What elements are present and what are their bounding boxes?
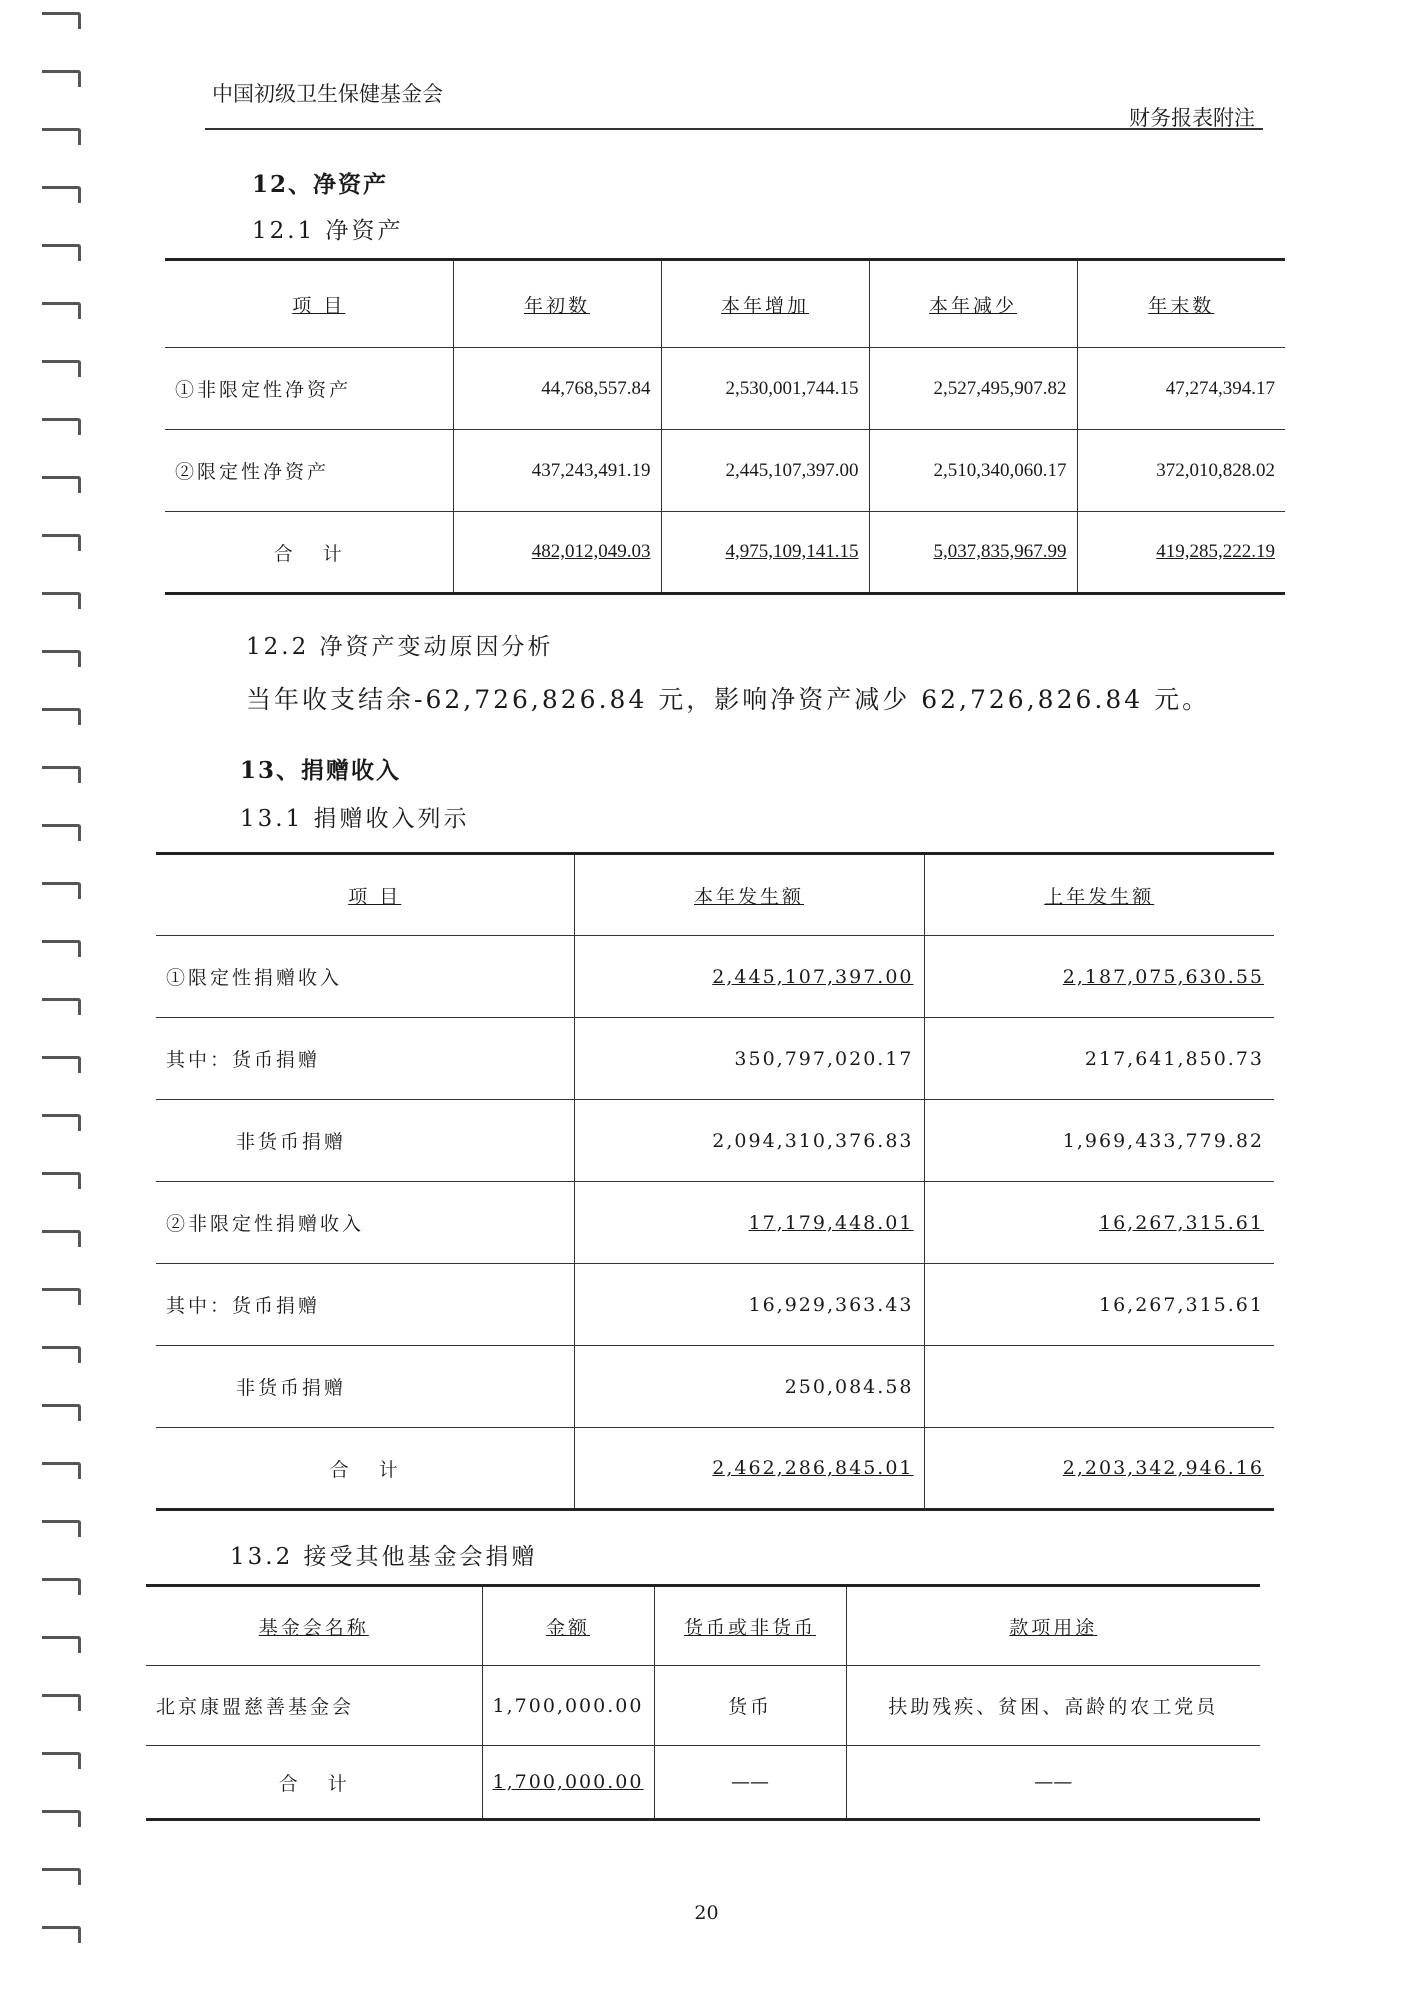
- binder-ring: [42, 1520, 81, 1537]
- section-12-2-title: 12.2 净资产变动原因分析: [246, 634, 554, 660]
- binder-ring: [42, 1926, 81, 1943]
- binder-ring: [42, 1462, 81, 1479]
- cell-value: ——: [846, 1746, 1260, 1820]
- binder-rings: [40, 0, 90, 2000]
- cell-value: 1,969,433,779.82: [924, 1100, 1274, 1182]
- col-header: 本年增加: [661, 260, 869, 348]
- binder-ring: [42, 1752, 81, 1769]
- row-label: 非货币捐赠: [156, 1100, 574, 1182]
- binder-ring: [42, 12, 81, 29]
- table-total-row: [156, 1428, 1274, 1510]
- binder-ring: [42, 418, 81, 435]
- col-header: 年末数: [1077, 260, 1285, 348]
- cell-value: 16,267,315.61: [924, 1182, 1274, 1264]
- cell-value: 货币: [654, 1666, 846, 1746]
- col-header: 金额: [482, 1586, 654, 1666]
- binder-ring: [42, 244, 81, 261]
- binder-ring: [42, 186, 81, 203]
- binder-ring: [42, 1056, 81, 1073]
- cell-value: 2,510,340,060.17: [869, 430, 1077, 512]
- cell-value: ——: [654, 1746, 846, 1820]
- table-header-row: [146, 1586, 1260, 1666]
- table-header-row: [165, 260, 1285, 348]
- cell-value: 2,530,001,744.15: [661, 348, 869, 430]
- section-13-title: 13、捐赠收入: [240, 757, 402, 784]
- section-12-title: 12、净资产: [252, 171, 389, 198]
- binder-ring: [42, 1346, 81, 1363]
- binder-ring: [42, 824, 81, 841]
- cell-value: 2,203,342,946.16: [924, 1428, 1274, 1510]
- cell-value: 16,929,363.43: [574, 1264, 924, 1346]
- binder-ring: [42, 1172, 81, 1189]
- col-header: 上年发生额: [924, 854, 1274, 936]
- header-rule: [205, 128, 1263, 130]
- cell-value: 437,243,491.19: [453, 430, 661, 512]
- row-label: 非货币捐赠: [156, 1346, 574, 1428]
- binder-ring: [42, 128, 81, 145]
- net-assets-table: [165, 258, 1285, 595]
- cell-value: 4,975,109,141.15: [661, 512, 869, 594]
- section-12-1-title: 12.1 净资产: [252, 218, 404, 244]
- cell-value: 1,700,000.00: [482, 1746, 654, 1820]
- binder-ring: [42, 882, 81, 899]
- row-label: 合 计: [146, 1746, 482, 1820]
- cell-value: 17,179,448.01: [574, 1182, 924, 1264]
- col-header: 本年发生额: [574, 854, 924, 936]
- cell-value: 372,010,828.02: [1077, 430, 1285, 512]
- page-number: 20: [694, 1902, 719, 1924]
- cell-value: 47,274,394.17: [1077, 348, 1285, 430]
- donation-income-table: [156, 852, 1274, 1511]
- row-label: 其中：货币捐赠: [156, 1018, 574, 1100]
- cell-value: 1,700,000.00: [482, 1666, 654, 1746]
- cell-value: 2,462,286,845.01: [574, 1428, 924, 1510]
- foundation-name: 北京康盟慈善基金会: [146, 1666, 482, 1746]
- binder-ring: [42, 998, 81, 1015]
- cell-value: 16,267,315.61: [924, 1264, 1274, 1346]
- table-row: [156, 1182, 1274, 1264]
- col-header: 年初数: [453, 260, 661, 348]
- table-row: [156, 1100, 1274, 1182]
- binder-ring: [42, 70, 81, 87]
- table-total-row: [146, 1746, 1260, 1820]
- table-row: [156, 936, 1274, 1018]
- binder-ring: [42, 940, 81, 957]
- cell-value: 2,094,310,376.83: [574, 1100, 924, 1182]
- binder-ring: [42, 766, 81, 783]
- cell-value: 5,037,835,967.99: [869, 512, 1077, 594]
- table-row: [165, 430, 1285, 512]
- table-row: [146, 1666, 1260, 1746]
- section-13-1-title: 13.1 捐赠收入列示: [240, 806, 470, 832]
- binder-ring: [42, 592, 81, 609]
- row-label: ①非限定性净资产: [165, 348, 453, 430]
- cell-value: 250,084.58: [574, 1346, 924, 1428]
- binder-ring: [42, 1230, 81, 1247]
- cell-value: 44,768,557.84: [453, 348, 661, 430]
- col-header: 货币或非货币: [654, 1586, 846, 1666]
- binder-ring: [42, 708, 81, 725]
- col-header: 基金会名称: [146, 1586, 482, 1666]
- cell-value: 2,445,107,397.00: [661, 430, 869, 512]
- section-13-2-title: 13.2 接受其他基金会捐赠: [230, 1544, 538, 1570]
- binder-ring: [42, 534, 81, 551]
- col-header: 款项用途: [846, 1586, 1260, 1666]
- foundation-donation-table: [146, 1584, 1260, 1821]
- table-row: [165, 348, 1285, 430]
- cell-value: 2,527,495,907.82: [869, 348, 1077, 430]
- row-label: ②限定性净资产: [165, 430, 453, 512]
- table-row: [156, 1346, 1274, 1428]
- binder-ring: [42, 650, 81, 667]
- binder-ring: [42, 1810, 81, 1827]
- header-doc-title: 财务报表附注: [1129, 106, 1255, 130]
- binder-ring: [42, 1636, 81, 1653]
- cell-value: 2,187,075,630.55: [924, 936, 1274, 1018]
- row-label: 其中：货币捐赠: [156, 1264, 574, 1346]
- binder-ring: [42, 1404, 81, 1421]
- row-label: 合 计: [156, 1428, 574, 1510]
- binder-ring: [42, 1868, 81, 1885]
- table-row: [156, 1018, 1274, 1100]
- binder-ring: [42, 302, 81, 319]
- cell-value: 350,797,020.17: [574, 1018, 924, 1100]
- binder-ring: [42, 1114, 81, 1131]
- header-org: 中国初级卫生保健基金会: [212, 82, 443, 106]
- binder-ring: [42, 1578, 81, 1595]
- col-header: 项 目: [156, 854, 574, 936]
- net-assets-analysis: 当年收支结余-62,726,826.84 元，影响净资产减少 62,726,826.84 元。: [246, 685, 1211, 714]
- binder-ring: [42, 1694, 81, 1711]
- row-label: 合 计: [165, 512, 453, 594]
- cell-value: 482,012,049.03: [453, 512, 661, 594]
- col-header: 本年减少: [869, 260, 1077, 348]
- cell-value: 2,445,107,397.00: [574, 936, 924, 1018]
- row-label: ②非限定性捐赠收入: [156, 1182, 574, 1264]
- col-header: 项 目: [165, 260, 453, 348]
- binder-ring: [42, 360, 81, 377]
- cell-value: 419,285,222.19: [1077, 512, 1285, 594]
- row-label: ①限定性捐赠收入: [156, 936, 574, 1018]
- cell-value: [924, 1346, 1274, 1428]
- binder-ring: [42, 1288, 81, 1305]
- binder-ring: [42, 476, 81, 493]
- table-total-row: [165, 512, 1285, 594]
- cell-value: 扶助残疾、贫困、高龄的农工党员: [846, 1666, 1260, 1746]
- table-row: [156, 1264, 1274, 1346]
- cell-value: 217,641,850.73: [924, 1018, 1274, 1100]
- table-header-row: [156, 854, 1274, 936]
